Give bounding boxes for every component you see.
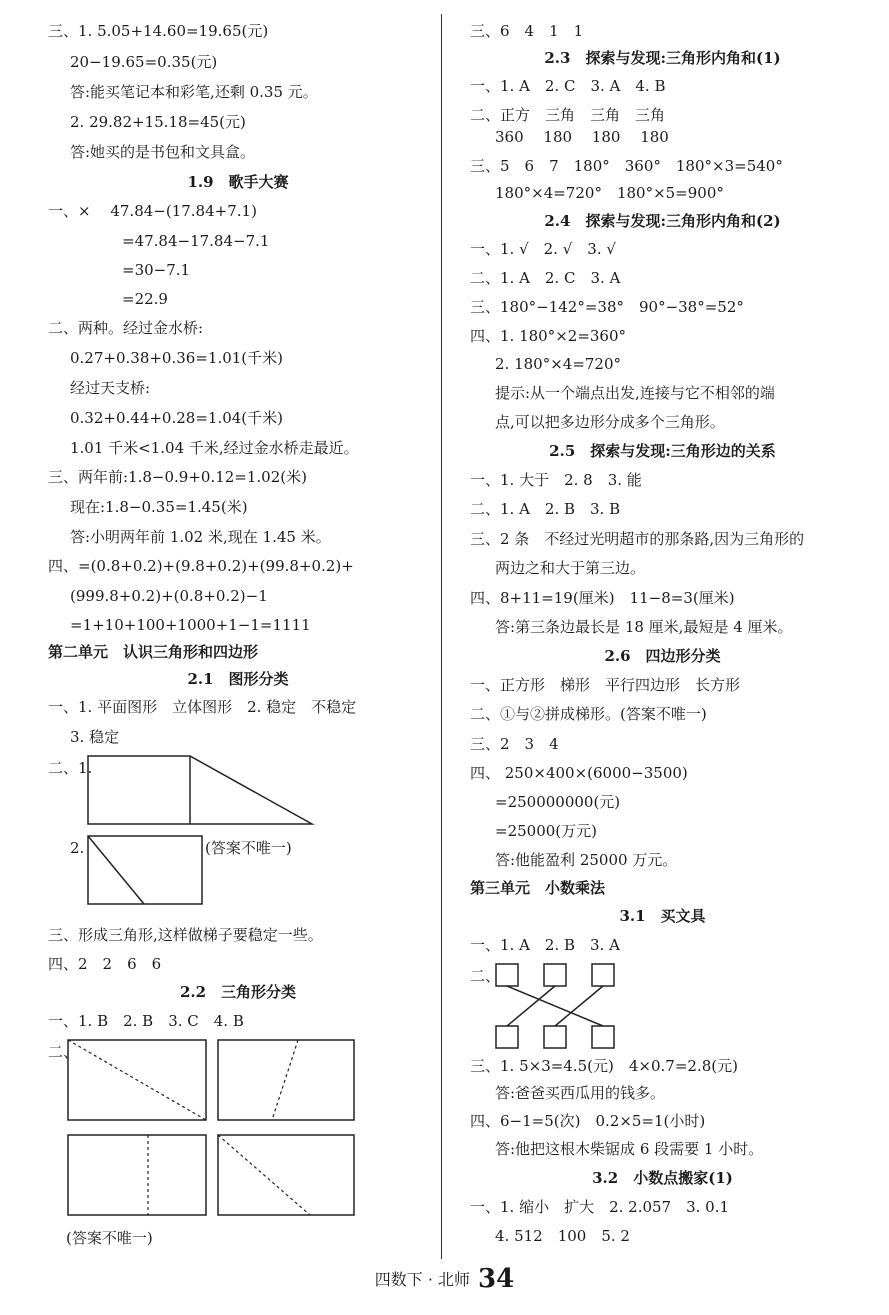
text-line: 现在:1.8−0.35=1.45(米) [70,498,248,516]
text-line: 二、两种。经过金水桥: [48,319,204,337]
text-line: 二、正方 三角 三角 三角 [470,106,666,124]
text-line: 两边之和大于第三边。 [495,559,646,577]
trapezoid-split-figure [86,754,316,826]
text-line: 一、1. 缩小 扩大 2. 2.057 3. 0.1 [470,1198,730,1216]
unit-heading: 第二单元 认识三角形和四边形 [48,643,259,661]
text-line: 二、①与②拼成梯形。(答案不唯一) [470,705,707,723]
text-line: 三、180°−142°=38° 90°−38°=52° [470,298,744,316]
rectangle-diagonal-figure [86,834,206,906]
text-line: 2. 29.82+15.18=45(元) [70,113,246,131]
text-line: 经过天支桥: [70,379,151,397]
text-line: (999.8+0.2)+(0.8+0.2)−1 [70,587,268,605]
section-heading: 3.2 小数点搬家(1) [592,1169,733,1187]
text-line: 三、5 6 7 180° 360° 180°×3=540° [470,157,783,175]
text-line: =250000000(元) [495,793,621,811]
column-divider [441,14,442,1259]
text-line: 答:小明两年前 1.02 米,现在 1.45 米。 [70,528,331,546]
text-line: 答:她买的是书包和文具盒。 [70,143,256,161]
text-line: 四、6−1=5(次) 0.2×5=1(小时) [470,1112,706,1130]
text-line: 三、1. 5.05+14.60=19.65(元) [48,22,269,40]
text-line: 二、1. A 2. B 3. B [470,500,621,518]
text-line: 一、1. B 2. B 3. C 4. B [48,1012,244,1030]
text-line: 答:爸爸买西瓜用的钱多。 [495,1084,666,1102]
text-line: 四、8+11=19(厘米) 11−8=3(厘米) [470,589,735,607]
text-line: 360 180 180 180 [495,128,669,146]
footer-label: 四数下 · 北师 [374,1270,471,1289]
text-line: 一、1. 大于 2. 8 3. 能 [470,471,642,489]
section-heading: 2.1 图形分类 [187,670,289,688]
text-line: (答案不唯一) [205,839,292,857]
text-line: 二、1. [48,759,93,777]
text-line: 1.01 千米<1.04 千米,经过金水桥走最近。 [70,439,359,457]
text-line: 四、=(0.8+0.2)+(9.8+0.2)+(99.8+0.2)+ [48,557,354,575]
text-line: 一、正方形 梯形 平行四边形 长方形 [470,676,741,694]
text-line: 三、6 4 1 1 [470,22,584,40]
text-line: 0.32+0.44+0.28=1.04(千米) [70,409,284,427]
text-line: 四、2 2 6 6 [48,955,162,973]
unit-heading: 第三单元 小数乘法 [470,879,606,897]
page-number: 34 [478,1264,515,1294]
text-line: =1+10+100+1000+1−1=1111 [70,616,311,634]
section-heading: 2.3 探索与发现:三角形内角和(1) [544,49,781,67]
text-line: 一、× 47.84−(17.84+7.1) [48,202,257,220]
text-line: =25000(万元) [495,822,597,840]
page-footer [0,1262,889,1297]
text-line: 一、1. 平面图形 立体图形 2. 稳定 不稳定 [48,698,357,716]
text-line: 二、 [470,967,501,985]
section-heading: 3.1 买文具 [619,907,706,925]
text-line: 答:他能盈利 25000 万元。 [495,851,678,869]
text-line: 2. [70,839,85,857]
rectangle-division-figures [66,1038,356,1218]
text-line: 180°×4=720° 180°×5=900° [495,184,724,202]
section-heading: 2.5 探索与发现:三角形边的关系 [549,442,776,460]
text-line: 4. 512 100 5. 2 [495,1227,630,1245]
text-line: 2. 180°×4=720° [495,355,622,373]
text-line: 二、1. A 2. C 3. A [470,269,621,287]
section-heading: 2.4 探索与发现:三角形内角和(2) [544,212,781,230]
text-line: 点,可以把多边形分成多个三角形。 [495,413,725,431]
text-line: 四、1. 180°×2=360° [470,327,627,345]
text-line: 一、1. A 2. C 3. A 4. B [470,77,666,95]
text-line: 三、2 3 4 [470,735,559,753]
matching-boxes-figure [490,960,620,1054]
text-line: 3. 稳定 [70,728,120,746]
text-line: 20−19.65=0.35(元) [70,53,218,71]
text-line: 0.27+0.38+0.36=1.01(千米) [70,349,284,367]
text-line: 答:他把这根木柴锯成 6 段需要 1 小时。 [495,1140,764,1158]
text-line: 三、1. 5×3=4.5(元) 4×0.7=2.8(元) [470,1057,738,1075]
text-line: 提示:从一个端点出发,连接与它不相邻的端 [495,384,775,402]
text-line: 四、 250×400×(6000−3500) [470,764,688,782]
section-heading: 2.6 四边形分类 [604,647,721,665]
text-line: 三、形成三角形,这样做梯子要稳定一些。 [48,926,323,944]
text-line: 答:能买笔记本和彩笔,还剩 0.35 元。 [70,83,318,101]
text-line: =22.9 [122,290,168,308]
text-line: (答案不唯一) [66,1229,153,1247]
section-heading: 2.2 三角形分类 [179,983,297,1001]
text-line: 二、 [48,1043,79,1061]
text-line: =47.84−17.84−7.1 [122,232,270,250]
text-line: 答:第三条边最长是 18 厘米,最短是 4 厘米。 [495,618,793,636]
text-line: 三、2 条 不经过光明超市的那条路,因为三角形的 [470,530,805,548]
text-line: 一、1. A 2. B 3. A [470,936,620,954]
section-heading: 1.9 歌手大赛 [187,173,289,191]
text-line: =30−7.1 [122,261,191,279]
text-line: 一、1. √ 2. √ 3. √ [470,240,616,258]
text-line: 三、两年前:1.8−0.9+0.12=1.02(米) [48,468,307,486]
